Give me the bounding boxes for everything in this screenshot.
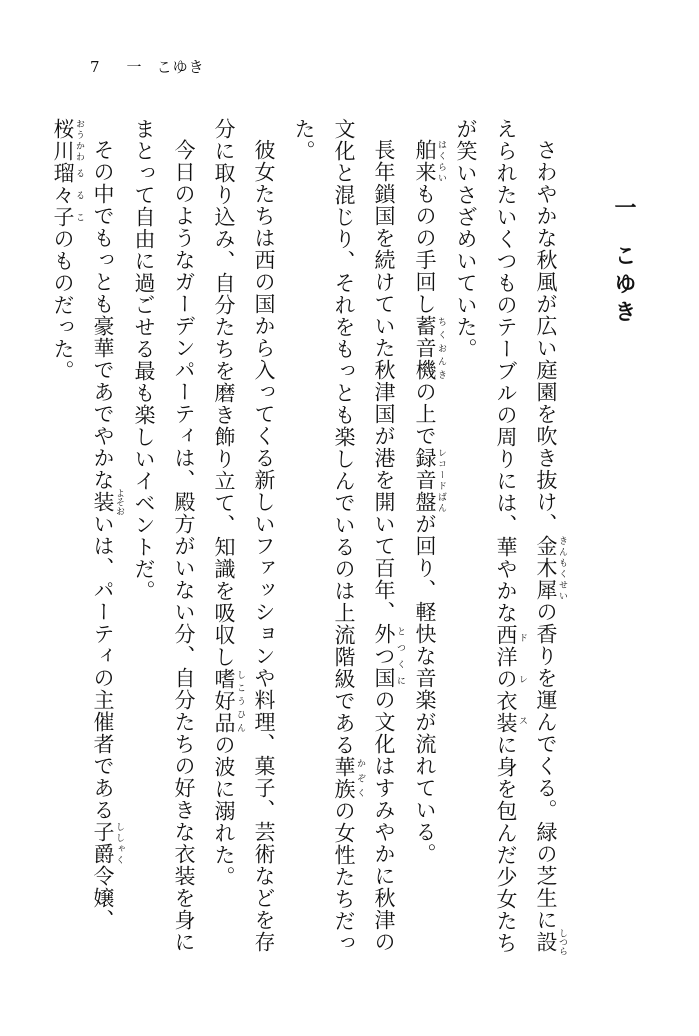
ruby-base: 蓄音機 — [413, 315, 437, 381]
body-text — [43, 118, 643, 958]
text-run: えられたいくつものテーブルの周りには、華やかな — [494, 118, 518, 624]
text-run: 今日のようなガーデンパーティは、殿方がいない分、自分たちの好きな衣装を身にまとって自由に過ごせる最も楽しいイベントだ。 — [132, 118, 196, 953]
paragraph — [405, 118, 446, 958]
text-run: の文化はすみやかに秋津の文化と混じり、それをもっとも楽しんでいるのは上流階級である — [332, 118, 396, 953]
ruby-word — [372, 623, 405, 689]
ruby-reading: きんもくせい — [557, 535, 567, 601]
text-run: 長年鎖国を続けていた秋津国が港を開いて百年、 — [372, 139, 396, 623]
ruby-base: 桜川 — [51, 118, 75, 162]
text-run: いは、パーティの主催者である — [91, 513, 115, 821]
chapter-number: 一 — [611, 196, 636, 224]
text-run: の香りを運んでくる。緑の芝生に — [534, 601, 558, 931]
ruby-base: 録音盤 — [413, 447, 437, 513]
ruby-reading: レコードばん — [436, 447, 446, 513]
ruby-word — [534, 535, 567, 601]
paragraph — [124, 118, 204, 958]
ruby-reading: おうかわ — [74, 118, 84, 162]
ruby-reading: ちくおんき — [436, 315, 446, 381]
paragraph — [43, 118, 124, 958]
ruby-base: 嗜好品 — [212, 668, 236, 734]
text-run: の上で — [413, 381, 437, 447]
page-number: 7 — [90, 58, 101, 76]
ruby-word — [91, 488, 124, 516]
ruby-word — [413, 447, 446, 513]
ruby-word — [51, 118, 84, 162]
ruby-base: 舶来 — [413, 139, 437, 183]
ruby-word — [534, 928, 567, 956]
chapter-heading — [603, 118, 643, 1036]
text-run: ものの手回し — [413, 183, 437, 315]
ruby-base: 外つ国 — [372, 623, 396, 689]
ruby-reading: はくらい — [436, 139, 446, 183]
ruby-base: 装 — [91, 488, 115, 516]
ruby-word — [332, 756, 365, 800]
text-run: 令嬢、 — [91, 865, 115, 931]
paragraph — [446, 118, 567, 958]
text-run: に身を包んだ少女たちが笑いさざめいていた。 — [454, 118, 518, 954]
ruby-reading: しこうひん — [235, 668, 245, 734]
ruby-word — [413, 315, 446, 381]
text-run: 彼女たちは西の国から入ってくる新しいファッションや料理、菓子、芸術などを存分に取り込み、自分たちを磨き飾り立て、知識を吸収し — [212, 118, 276, 953]
text-run: さわやかな秋風が広い庭園を吹き抜け、 — [534, 139, 558, 535]
ruby-word — [91, 821, 124, 865]
section-title: こゆき — [156, 58, 205, 76]
ruby-reading: よそお — [114, 488, 124, 516]
text-run: その中でもっとも豪華であでやかな — [91, 139, 115, 491]
ruby-reading: ししゃく — [114, 821, 124, 865]
paragraph-list — [43, 118, 567, 958]
running-header — [90, 56, 205, 77]
ruby-base: 子爵 — [91, 821, 115, 865]
ruby-word — [413, 139, 446, 183]
ruby-word — [212, 668, 245, 734]
paragraph — [204, 118, 284, 958]
text-run: の女性たちだった。 — [292, 118, 356, 954]
ruby-base: 設 — [534, 928, 558, 956]
ruby-reading: かぞく — [355, 756, 365, 800]
ruby-base: 瑠々子 — [51, 162, 75, 228]
ruby-word — [494, 624, 527, 734]
chapter-title: こゆき — [611, 244, 636, 328]
ruby-base: 西洋の衣装 — [494, 624, 518, 734]
text-run: のものだった。 — [51, 228, 75, 382]
section-number: 一 — [126, 58, 143, 76]
ruby-reading: しつら — [557, 928, 567, 956]
ruby-base: 金木犀 — [534, 535, 558, 601]
ruby-reading: ドレス — [517, 624, 527, 734]
ruby-reading: とつくに — [395, 623, 405, 689]
ruby-word — [51, 162, 84, 228]
ruby-base: 華族 — [332, 756, 356, 800]
ruby-reading: るるこ — [74, 162, 84, 228]
text-run: の波に溺れた。 — [212, 734, 236, 888]
text-run: が回り、軽快な音楽が流れている。 — [413, 513, 437, 865]
paragraph — [284, 118, 405, 958]
